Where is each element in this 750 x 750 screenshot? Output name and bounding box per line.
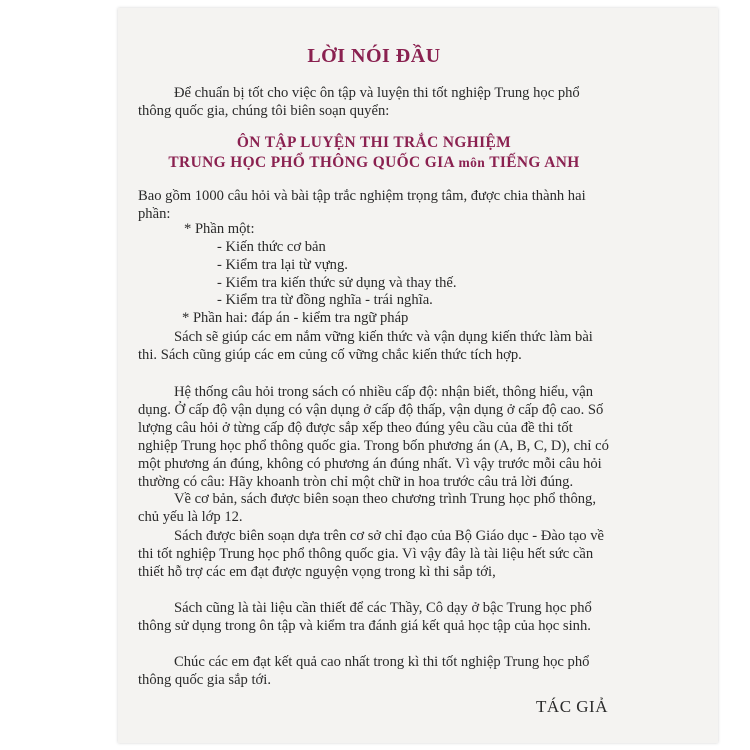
intro-paragraph: Để chuẩn bị tốt cho việc ôn tập và luyện thi tốt nghiệp Trung học phổ thông quốc gia, chúng tôi biên soạn quyển:	[138, 85, 580, 119]
paragraph-5: Sách cũng là tài liệu cần thiết để các Thầy, Cô dạy ở bậc Trung học phổ thông sử dụng trong ôn tập và kiểm tra đánh giá kết quả học tập của học sinh.	[138, 600, 592, 634]
list-item: - Kiến thức cơ bản	[217, 239, 326, 255]
book-title-main: TRUNG HỌC PHỔ THÔNG QUỐC GIA	[168, 154, 455, 171]
paragraph-2: Hệ thống câu hỏi trong sách có nhiều cấp độ: nhận biết, thông hiểu, vận dụng. Ở cấp độ vận dụng có vận dụng ở cấp độ thấp, vận dụng ở cấp độ cao. Số lượng câu hỏi ở từng cấp độ được sắp xếp theo đúng yêu cầu của đề thi tốt nghiệp Trung học phổ thông quốc gia. Trong bốn phương án (A, B, C, D), chỉ có một phương án đúng, không có phương án đúng nhất. Vì vậy trước mỗi câu hỏi thường có câu: Hãy khoanh tròn chỉ một chữ in hoa trước câu trả lời đúng.	[138, 384, 609, 490]
page-title: LỜI NÓI ĐẦU	[307, 45, 441, 67]
includes-paragraph: Bao gồm 1000 câu hỏi và bài tập trắc nghiệm trọng tâm, được chia thành hai phần:	[138, 188, 586, 222]
paragraph-6: Chúc các em đạt kết quả cao nhất trong kì thi tốt nghiệp Trung học phổ thông quốc gia sắp tới.	[138, 654, 590, 688]
list-item: - Kiểm tra kiến thức sử dụng và thay thế.	[217, 274, 457, 291]
paragraph-1: Sách sẽ giúp các em nắm vững kiến thức và vận dụng kiến thức làm bài thi. Sách cũng giúp các em củng cố vững chắc kiến thức tích hợp.	[138, 329, 593, 363]
book-title-mon: môn	[458, 155, 486, 170]
part-one-label: * Phần một:	[184, 221, 255, 237]
author-signature: TÁC GIẢ	[536, 697, 608, 716]
paragraph-4: Sách được biên soạn dựa trên cơ sở chỉ đạo của Bộ Giáo dục - Đào tạo về thi tốt nghiệp Trung học phổ thông quốc gia. Vì vậy đây là tài liệu hết sức cần thiết hỗ trợ các em đạt được nguyện vọng trong kì thi sắp tới,	[138, 528, 605, 580]
book-title-line-2	[138, 153, 610, 173]
book-title-line-1: ÔN TẬP LUYỆN THI TRẮC NGHIỆM	[236, 134, 512, 151]
part-one-list	[217, 239, 457, 310]
paragraph-3: Về cơ bản, sách được biên soạn theo chương trình Trung học phổ thông, chủ yếu là lớp 12.	[138, 491, 596, 525]
book-page	[118, 8, 718, 743]
book-title-subject: TIẾNG ANH	[489, 154, 580, 171]
preface-content	[138, 8, 610, 743]
list-item: - Kiểm tra từ đồng nghĩa - trái nghĩa.	[217, 292, 433, 309]
part-two-label: * Phần hai: đáp án - kiểm tra ngữ pháp	[182, 310, 409, 326]
list-item: - Kiểm tra lại từ vựng.	[217, 256, 348, 273]
